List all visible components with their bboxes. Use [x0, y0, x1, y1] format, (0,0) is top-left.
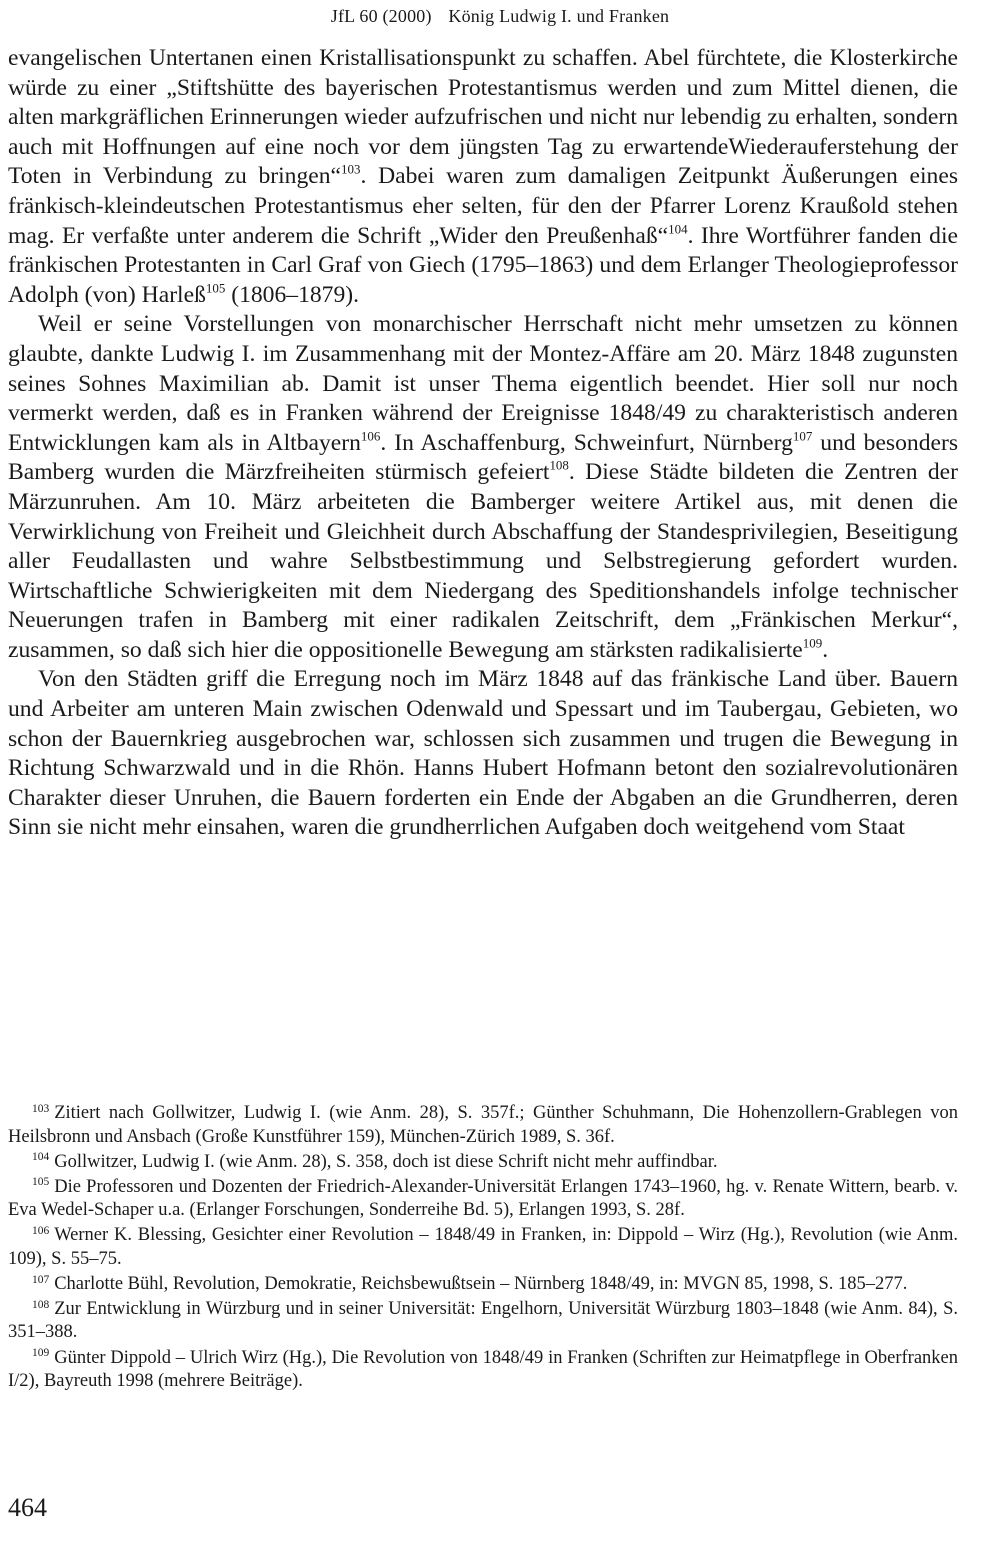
footnote-number: 106 [32, 1224, 50, 1237]
text-run: . Ihre Wortführer fanden die fränkischen Protestanten in Carl Graf von Giech (1795–1863) und dem Erlanger Theologieprofessor Adolph (von) Harleß [8, 222, 958, 308]
footnotes [8, 1102, 958, 1395]
text-run: (1806–1879). [225, 281, 360, 308]
footnote-number: 105 [32, 1176, 50, 1189]
footnote-reference: 109 [802, 635, 823, 651]
footnote-number: 103 [32, 1102, 50, 1115]
page-number: 464 [8, 1493, 47, 1522]
footnote [8, 1298, 958, 1345]
footnote [8, 1102, 958, 1149]
footnote-reference: 105 [205, 280, 226, 296]
footnote-text: Günter Dippold – Ulrich Wirz (Hg.), Die Revolution von 1848/49 in Franken (Schriften zur Heimatpflege in Oberfranken I/2), Bayreuth 1998 (mehrere Beiträge). [8, 1347, 958, 1392]
footnote-reference: 103 [341, 161, 361, 177]
footnote-text: Die Professoren und Dozenten der Friedrich-Alexander-Universität Erlangen 1743–1960, hg. v. Renate Wittern, bearb. v. Eva Wedel-Schaper u.a. (Erlanger Forschungen, Sonderreihe Bd. 5), Erlangen 1993, S. 28f. [8, 1176, 958, 1221]
footnote-reference: 104 [668, 220, 688, 236]
footnote-text: Zur Entwicklung in Würzburg und in seiner Universität: Engelhorn, Universität Würzburg 1803–1848 (wie Anm. 84), S. 351–388. [8, 1298, 958, 1343]
text-run: und besonders Bamberg wurden die Märzfreiheiten stürmisch gefeiert [8, 429, 959, 486]
footnote [8, 1224, 958, 1271]
journal-reference: JfL 60 (2000) [330, 6, 432, 26]
main-text [8, 44, 958, 843]
footnote-reference: 108 [549, 457, 569, 473]
footnote [8, 1347, 958, 1394]
running-header [0, 6, 1000, 27]
text-run: . Diese Städte bildeten die Zentren der Märzunruhen. Am 10. März arbeiteten die Bamberger weitere Artikel aus, mit denen die Verwirklichung von Freiheit und Gleichheit durch Abschaffung der Standesprivilegien, Beseitigung aller Feudallasten und wahre Selbstbestimmung und Selbstregierung gefordert wurden. Wirtschaftliche Schwierigkeiten mit dem Niedergang des Speditionshandels infolge technischer Neuerungen trafen in Bamberg mit einer radikalen Zeitschrift, dem „Fränkischen Merkur“, zusammen, so daß sich hier die oppositionelle Bewegung am stärksten radikalisierte [8, 459, 958, 663]
footnote-number: 109 [32, 1347, 50, 1360]
footnote-text: Werner K. Blessing, Gesichter einer Revolution – 1848/49 in Franken, in: Dippold – Wirz (Hg.), Revolution (wie Anm. 109), S. 55–75. [8, 1225, 958, 1269]
article-title: König Ludwig I. und Franken [448, 6, 670, 26]
footnote-text: Charlotte Bühl, Revolution, Demokratie, Reichsbewußtsein – Nürnberg 1848/49, in: MVGN 85, 1998, S. 185–277. [54, 1273, 908, 1294]
footnote [8, 1151, 958, 1175]
footnote [8, 1273, 958, 1297]
footnote-text: Gollwitzer, Ludwig I. (wie Anm. 28), S. 358, doch ist diese Schrift nicht mehr auffindbar. [54, 1151, 718, 1172]
paragraph [8, 665, 958, 843]
paragraph [8, 44, 958, 310]
footnote-number: 107 [32, 1273, 50, 1286]
text-run: . In Aschaffenburg, Schweinfurt, Nürnberg [380, 429, 793, 456]
footnote [8, 1176, 958, 1223]
text-run: Weil er seine Vorstellungen von monarchischer Herrschaft nicht mehr umsetzen zu können glaubte, dankte Ludwig I. im Zusammenhang mit der Montez-Affäre am 20. März 1848 zugunsten seines Sohnes Maximilian ab. Damit ist unser Thema eigentlich beendet. Hier soll nur noch vermerkt werden, daß es in Franken während der Ereignisse 1848/49 zu charakteristisch anderen Entwicklungen kam als in Altbayern [8, 311, 958, 456]
text-run: . Dabei waren zum damaligen Zeitpunkt Äußerungen eines fränkisch-kleindeutschen Protestantismus eher selten, für den der Pfarrer Lorenz Kraußold stehen mag. Er verfaßte unter anderem die Schrift „Wider den Preußenhaß“ [8, 163, 958, 249]
footnote-reference: 106 [360, 427, 381, 443]
text-run: Von den Städten griff die Erregung noch im März 1848 auf das fränkische Land über. Bauern und Arbeiter am unteren Main zwischen Odenwald und Spessart und im Taubergau, Gebieten, wo schon der Bauernkrieg ausgebrochen war, schlossen sich zusammen und trugen die Bewegung in Richtung Schwarzwald und in die Rhön. Hanns Hubert Hofmann betont den sozialrevolutionären Charakter dieser Unruhen, die Bauern forderten ein Ende der Abgaben an die Grundherren, deren Sinn sie nicht mehr einsahen, waren die grundherrlichen Aufgaben doch weitgehend vom Staat [8, 666, 958, 841]
text-run: . [822, 636, 829, 663]
paragraph [8, 310, 958, 665]
footnote-number: 108 [32, 1298, 50, 1311]
text-run: evangelischen Untertanen einen Kristallisationspunkt zu schaffen. Abel fürchtete, die Klosterkirche würde zu einer „Stiftshütte des bayerischen Protestantismus werden und zum Mittel dienen, die alten markgräflichen Erinnerungen wieder aufzufrischen und nicht nur lebendig zu erhalten, sondern auch mit Hoffnungen auf eine noch vor dem jüngsten Tag zu erwartendeWiederauferstehung der Toten in Verbindung zu bringen“ [8, 45, 958, 190]
footnote-number: 104 [32, 1151, 50, 1164]
footnote-text: Zitiert nach Gollwitzer, Ludwig I. (wie Anm. 28), S. 357f.; Günther Schuhmann, Die Hohenzollern-Grablegen von Heilsbronn und Ansbach (Große Kunstführer 159), München-Zürich 1989, S. 36f. [8, 1103, 958, 1147]
footnote-reference: 107 [792, 427, 813, 443]
